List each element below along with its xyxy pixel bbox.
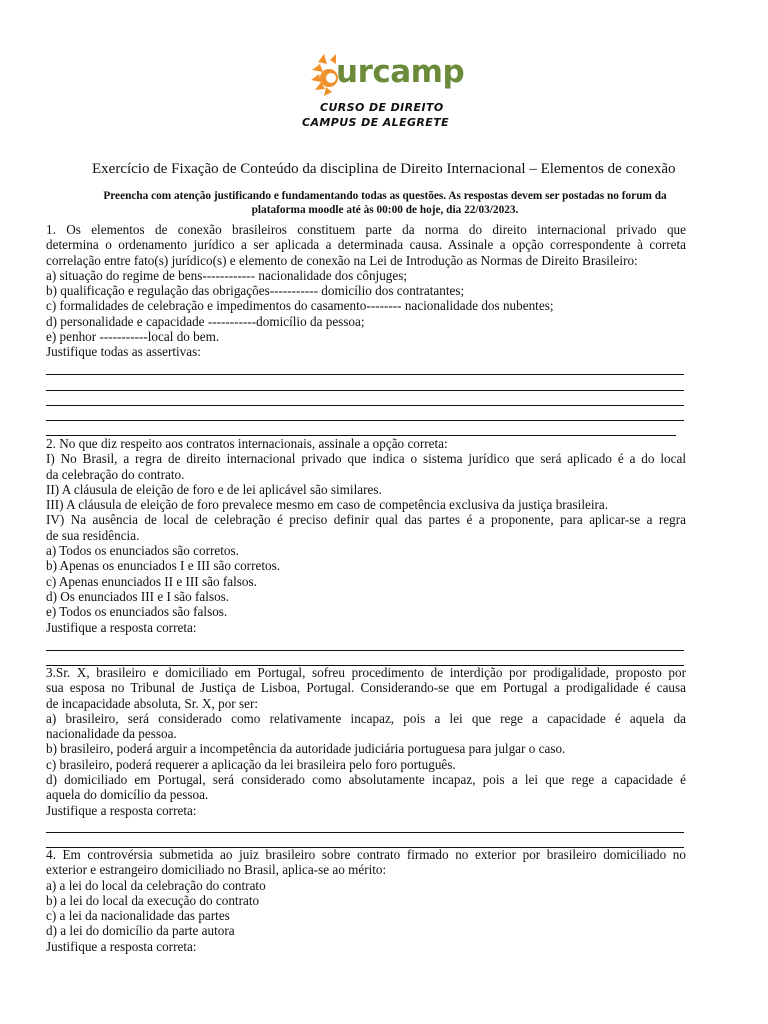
question-3-text: de incapacidade absoluta, Sr. X, por ser: <box>46 695 259 711</box>
option-b: b) qualificação e regulação das obrigações----------- domicílio dos contratantes; <box>46 283 465 299</box>
statement-iii: III) A cláusula de eleição de foro prevalece mesmo em caso de competência exclusiva da justiça brasileira. <box>46 497 609 513</box>
logo-wordmark: urcamp <box>336 54 465 90</box>
option-c: c) a lei da nacionalidade das partes <box>46 908 230 924</box>
option-b: b) a lei do local da execução do contrato <box>46 892 260 908</box>
statement-iv: de sua residência. <box>46 527 140 543</box>
statement-i: I) No Brasil, a regra de direito internacional privado que indica o sistema jurídico que será aplicado é a do local <box>46 451 686 467</box>
question-2 <box>46 436 686 635</box>
justify-prompt: Justifique a resposta correta: <box>46 802 197 818</box>
justify-prompt: Justifique a resposta correta: <box>46 938 197 954</box>
option-e: e) penhor -----------local do bem. <box>46 329 220 345</box>
option-a: a) brasileiro, será considerado como relativamente incapaz, pois a lei que rege a capacidade é aquela da <box>46 710 686 726</box>
statement-i: da celebração do contrato. <box>46 466 185 482</box>
option-d: d) Os enunciados III e I são falsos. <box>46 588 230 604</box>
question-4 <box>46 847 686 954</box>
page-title: Exercício de Fixação de Conteúdo da disciplina de Direito Internacional – Elementos de conexão <box>92 161 676 177</box>
justify-prompt: Justifique todas as assertivas: <box>46 344 201 360</box>
campus-name: CAMPUS DE ALEGRETE <box>302 116 450 129</box>
option-b: b) Apenas os enunciados I e III são corretos. <box>46 558 281 574</box>
option-a: a) situação do regime de bens------------ nacionalidade dos cônjuges; <box>46 267 408 283</box>
option-d: aquela do domicílio da pessoa. <box>46 787 209 803</box>
question-1-text: determina o ordenamento jurídico a ser aplicada a determinada causa. Assinale a opção correspondente à correta <box>46 237 686 253</box>
option-a: a) a lei do local da celebração do contrato <box>46 877 266 893</box>
option-b: b) brasileiro, poderá arguir a incompetência da autoridade judiciária portuguesa para julgar o caso. <box>46 741 566 757</box>
answer-line[interactable] <box>46 390 684 391</box>
question-3 <box>46 665 686 818</box>
instructions-line: plataforma moodle até às 00:00 de hoje, dia 22/03/2023. <box>251 203 519 216</box>
statement-iv: IV) Na ausência de local de celebração é preciso definir qual das partes é a proponente, para aplicar-se a regra <box>46 512 686 528</box>
question-4-text: 4. Em controvérsia submetida ao juiz brasileiro sobre contrato firmado no exterior por brasileiro domiciliado no <box>46 847 686 862</box>
question-3-text: sua esposa no Tribunal de Justiça de Lisboa, Portugal. Considerando-se que em Portugal a prodigalidade é causa <box>46 680 686 696</box>
justify-prompt: Justifique a resposta correta: <box>46 619 197 635</box>
answer-line[interactable] <box>46 374 684 375</box>
answer-line[interactable] <box>46 650 684 651</box>
answer-line[interactable] <box>46 832 684 833</box>
instructions <box>40 190 730 217</box>
option-e: e) Todos os enunciados são falsos. <box>46 604 228 620</box>
question-2-text: 2. No que diz respeito aos contratos internacionais, assinale a opção correta: <box>46 436 448 451</box>
option-d: d) domiciliado em Portugal, será considerado como absolutamente incapaz, pois a lei que rege a capacidade é <box>46 772 686 788</box>
urcamp-logo <box>310 52 465 98</box>
course-name: CURSO DE DIREITO <box>320 101 444 114</box>
instructions-line: Preencha com atenção justificando e fundamentando todas as questões. As respostas devem ser postadas no forum da <box>103 190 667 202</box>
answer-line[interactable] <box>46 420 684 421</box>
question-1-text: 1. Os elementos de conexão brasileiros constituem parte da norma do direito internacional privado que <box>46 222 686 237</box>
question-1 <box>46 222 686 360</box>
question-3-text: 3.Sr. X, brasileiro e domiciliado em Portugal, sofreu procedimento de interdição por prodigalidade, proposto por <box>46 665 686 680</box>
question-4-text: exterior e estrangeiro domiciliado no Brasil, aplica-se ao mérito: <box>46 862 387 878</box>
option-c: c) Apenas enunciados II e III são falsos. <box>46 573 257 589</box>
question-1-text: correlação entre fato(s) jurídico(s) e elemento de conexão na Lei de Introdução as Normas de Direito Brasileiro: <box>46 252 638 268</box>
option-c: c) formalidades de celebração e impedimentos do casamento-------- nacionalidade dos nubentes; <box>46 298 554 314</box>
statement-ii: II) A cláusula de eleição de foro e de lei aplicável são similares. <box>46 481 382 497</box>
option-a: nacionalidade da pessoa. <box>46 726 177 742</box>
option-d: d) a lei do domicílio da parte autora <box>46 923 235 939</box>
option-d: d) personalidade e capacidade -----------domicílio da pessoa; <box>46 313 365 329</box>
option-c: c) brasileiro, poderá requerer a aplicação da lei brasileira pelo foro português. <box>46 756 456 772</box>
option-a: a) Todos os enunciados são corretos. <box>46 543 239 559</box>
answer-line[interactable] <box>46 405 684 406</box>
